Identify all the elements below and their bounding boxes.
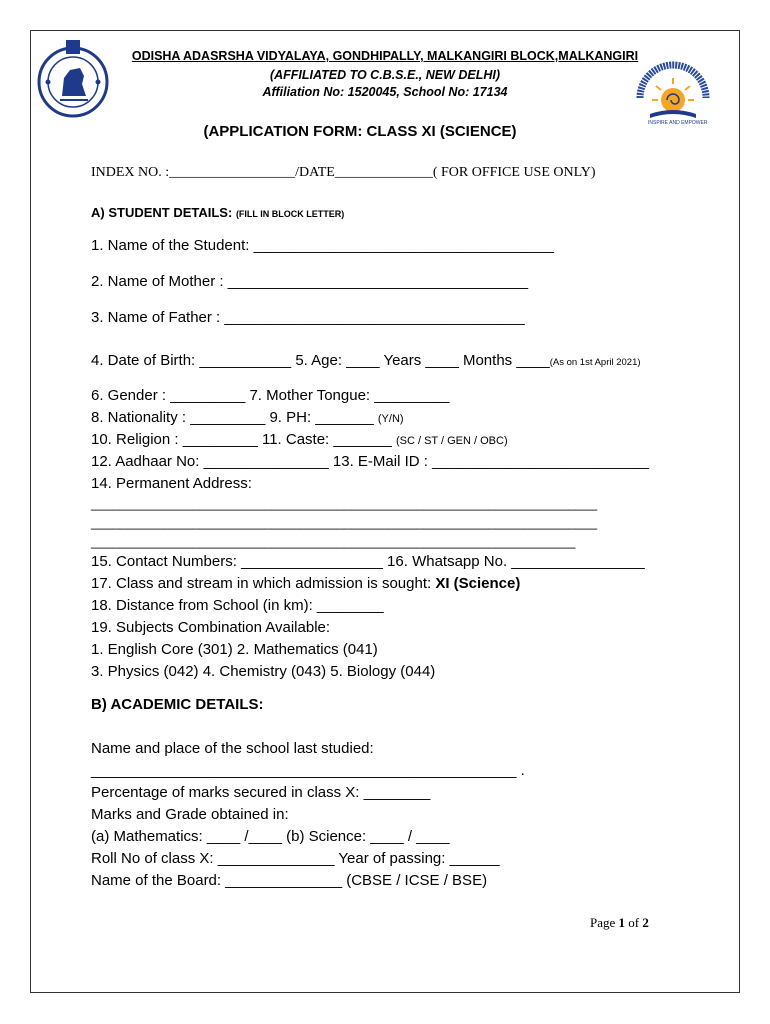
class-stream-field: [91, 575, 520, 592]
dob-age-field[interactable]: [91, 352, 641, 369]
section-a-note: (FILL IN BLOCK LETTER): [235, 209, 345, 219]
dob-note: (As on 1st April 2021): [549, 357, 641, 368]
page-prefix: Page: [590, 915, 619, 930]
religion-caste-text: 10. Religion : _________ 11. Caste: _______: [91, 431, 392, 448]
page-total: 2: [642, 915, 649, 930]
form-title: (APPLICATION FORM: CLASS XI (SCIENCE): [203, 123, 517, 140]
page-current: 1: [618, 915, 626, 930]
student-name-field[interactable]: 1. Name of the Student: ____________________________________: [91, 237, 554, 254]
contact-whatsapp-field[interactable]: 15. Contact Numbers: _________________ 16. Whatsapp No. ________________: [91, 553, 645, 570]
father-name-field[interactable]: 3. Name of Father : ____________________________________: [91, 309, 525, 326]
gender-tongue-field[interactable]: 6. Gender : _________ 7. Mother Tongue: _________: [91, 387, 450, 404]
affiliation: (AFFILIATED TO C.B.S.E., NEW DELHI): [269, 68, 501, 82]
percentage-field[interactable]: Percentage of marks secured in class X: ________: [91, 784, 431, 801]
roll-year-field[interactable]: Roll No of class X: ______________ Year of passing: ______: [91, 850, 500, 867]
nationality-ph-field[interactable]: [91, 409, 404, 426]
last-school-field[interactable]: ___________________________________________________ .: [91, 762, 525, 779]
class-stream-label: 17. Class and stream in which admission is sought:: [91, 575, 436, 592]
address-line-2[interactable]: ______________________________________________________________________: [91, 515, 598, 530]
nationality-ph-text: 8. Nationality : _________ 9. PH: _______: [91, 409, 374, 426]
logo-tagline: INSPIRE AND EMPOWER: [648, 120, 708, 126]
aadhaar-email-field[interactable]: 12. Aadhaar No: _______________ 13. E-Mail ID : __________________________: [91, 453, 649, 470]
caste-note: (SC / ST / GEN / OBC): [395, 435, 508, 447]
index-line: INDEX NO. :__________________/DATE______________( FOR OFFICE USE ONLY): [91, 165, 596, 180]
marks-grade-label: Marks and Grade obtained in:: [91, 806, 289, 823]
mother-name-field[interactable]: 2. Name of Mother : ____________________________________: [91, 273, 529, 290]
last-school-label: Name and place of the school last studied:: [91, 740, 374, 757]
board-field[interactable]: Name of the Board: ______________ (CBSE / ICSE / BSE): [91, 872, 488, 889]
page-of: of: [625, 915, 643, 930]
address-line-3[interactable]: ___________________________________________________________________: [91, 534, 576, 549]
section-a-label: A) STUDENT DETAILS:: [91, 205, 233, 220]
page-number: [590, 915, 649, 931]
ph-note: (Y/N): [377, 413, 404, 425]
address-label: 14. Permanent Address:: [91, 475, 252, 492]
math-science-field[interactable]: (a) Mathematics: ____ /____ (b) Science: ____ / ____: [91, 828, 450, 845]
distance-field[interactable]: 18. Distance from School (in km): ________: [91, 597, 384, 614]
section-a-heading: [91, 205, 344, 220]
school-name: ODISHA ADASRSHA VIDYALAYA, GONDHIPALLY, MALKANGIRI BLOCK,MALKANGIRI: [131, 49, 639, 63]
affiliation-number: Affiliation No: 1520045, School No: 17134: [262, 85, 508, 99]
address-line-1[interactable]: ______________________________________________________________________: [91, 496, 598, 511]
class-stream-value: XI (Science): [435, 575, 521, 592]
subjects-heading: 19. Subjects Combination Available:: [91, 619, 331, 636]
section-b-heading: B) ACADEMIC DETAILS:: [91, 696, 264, 713]
subjects-line-1: 1. English Core (301) 2. Mathematics (041): [91, 641, 378, 658]
religion-caste-field[interactable]: [91, 431, 508, 448]
dob-age-text: 4. Date of Birth: ___________ 5. Age: ____ Years ____ Months ____: [91, 352, 550, 369]
subjects-line-2: 3. Physics (042) 4. Chemistry (043) 5. Biology (044): [91, 663, 436, 680]
